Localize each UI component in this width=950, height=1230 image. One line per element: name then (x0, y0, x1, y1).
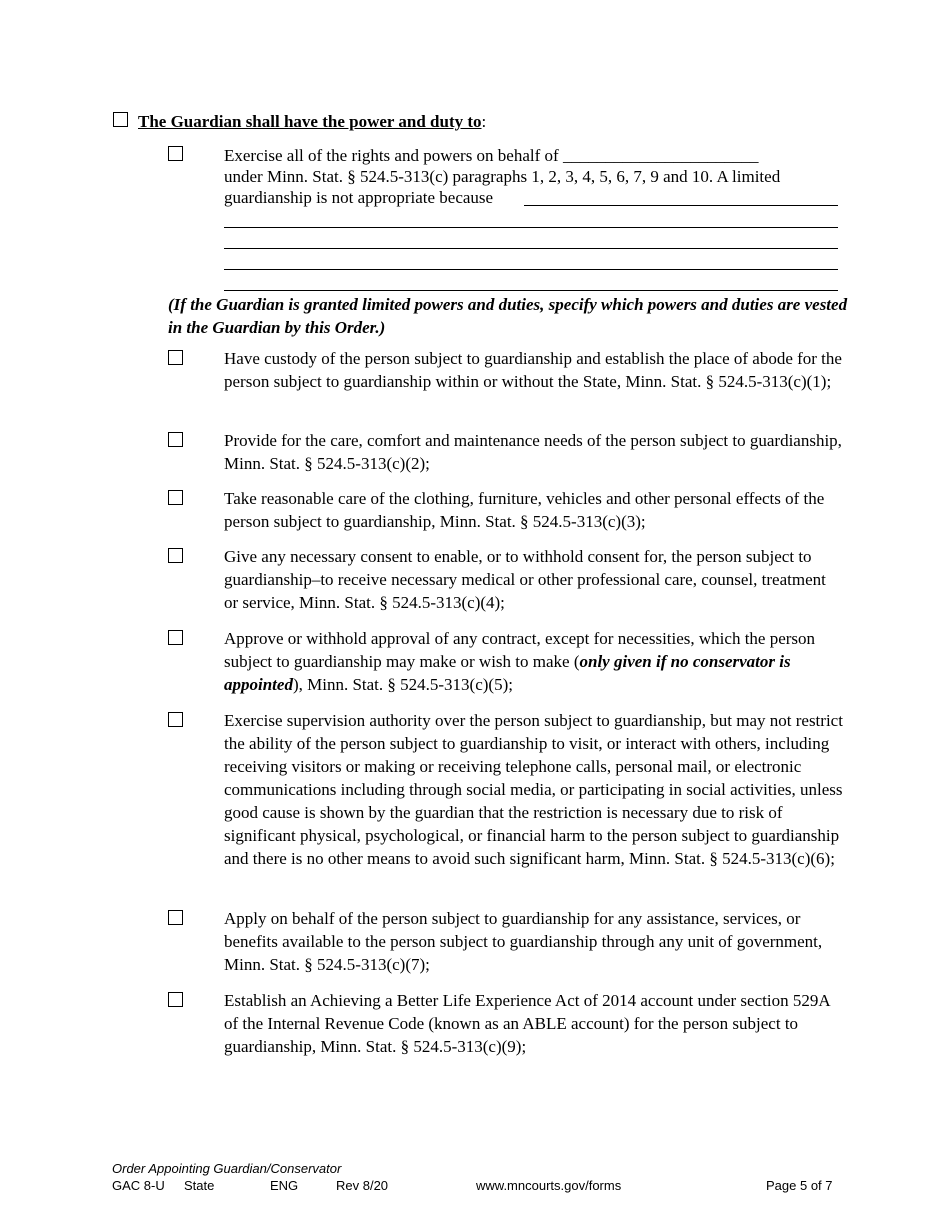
reason-field-line-5[interactable] (224, 290, 838, 291)
limited-powers-note: (If the Guardian is granted limited powers and duties, specify which powers and duties are vested in the Guardian by this Order.) (168, 295, 848, 337)
full-powers-line-3: guardianship is not appropriate because (224, 188, 494, 207)
power-3-checkbox[interactable] (168, 490, 183, 505)
power-5-checkbox[interactable] (168, 630, 183, 645)
power-9-checkbox[interactable] (168, 992, 183, 1007)
power-7-text: Apply on behalf of the person subject to guardianship for any assistance, services, or benefits available to the person subject to guardianship through any unit of government, Minn. Stat. § 524.5-313(c)(7); (224, 909, 823, 974)
footer-state: State (184, 1178, 215, 1193)
footer-page-number: Page 5 of 7 (766, 1178, 833, 1193)
reason-field-line-4[interactable] (224, 269, 838, 270)
section-heading: The Guardian shall have the power and duty to: (138, 112, 487, 131)
power-3-text: Take reasonable care of the clothing, furniture, vehicles and other personal effects of the person subject to guardianship, Minn. Stat. § 524.5-313(c)(3); (224, 489, 825, 531)
footer-language: ENG (270, 1178, 299, 1193)
full-powers-line-2: under Minn. Stat. § 524.5-313(c) paragraphs 1, 2, 3, 4, 5, 6, 7, 9 and 10. A limited (224, 167, 781, 186)
full-powers-line-1: Exercise all of the rights and powers on behalf of _______________________ (224, 146, 759, 165)
power-6-checkbox[interactable] (168, 712, 183, 727)
power-5-text: Approve or withhold approval of any contract, except for necessities, which the person subject to guardianship may make or wish to make (only given if no conservator is appointed), Minn. Stat. § 524.5-313(c)(5); (224, 629, 816, 694)
power-1-text: Have custody of the person subject to guardianship and establish the place of abode for the person subject to guardianship within or without the State, Minn. Stat. § 524.5-313(c)(1); (224, 349, 842, 391)
reason-field-line-3[interactable] (224, 248, 838, 249)
power-9-text: Establish an Achieving a Better Life Experience Act of 2014 account under section 529A of the Internal Revenue Code (known as an ABLE account) for the person subject to guardianship, Minn. Stat. § 524.5-313(c)(9); (224, 991, 830, 1056)
power-2-text: Provide for the care, comfort and maintenance needs of the person subject to guardianship, Minn. Stat. § 524.5-313(c)(2); (224, 431, 842, 473)
footer-url[interactable]: www.mncourts.gov/forms (476, 1178, 622, 1193)
guardian-powers-checkbox[interactable] (113, 112, 128, 127)
reason-field-line-2[interactable] (224, 227, 838, 228)
footer-revision: Rev 8/20 (336, 1178, 389, 1193)
footer-form-title: Order Appointing Guardian/Conservator (112, 1161, 342, 1176)
full-powers-checkbox[interactable] (168, 146, 183, 161)
footer-form-code: GAC 8-U (112, 1178, 165, 1193)
power-6-text: Exercise supervision authority over the person subject to guardianship, but may not restrict the ability of the person subject to guardianship to visit, or interact with others, including receiving visitors or making or receiving telephone calls, personal mail, or electronic communications including through social media, or participating in social activities, unless good cause is shown by the guardian that the restriction is necessary due to risk of significant physical, psychological, or financial harm to the person subject to guardianship and there is no other means to avoid such significant harm, Minn. Stat. § 524.5-313(c)(6); (224, 711, 843, 868)
power-7-checkbox[interactable] (168, 910, 183, 925)
power-4-text: Give any necessary consent to enable, or to withhold consent for, the person subject to guardianship–to receive necessary medical or other professional care, counsel, treatment or service, Minn. Stat. § 524.5-313(c)(4); (224, 547, 826, 612)
power-4-checkbox[interactable] (168, 548, 183, 563)
power-2-checkbox[interactable] (168, 432, 183, 447)
power-1-checkbox[interactable] (168, 350, 183, 365)
reason-field-line-1[interactable] (524, 205, 838, 206)
